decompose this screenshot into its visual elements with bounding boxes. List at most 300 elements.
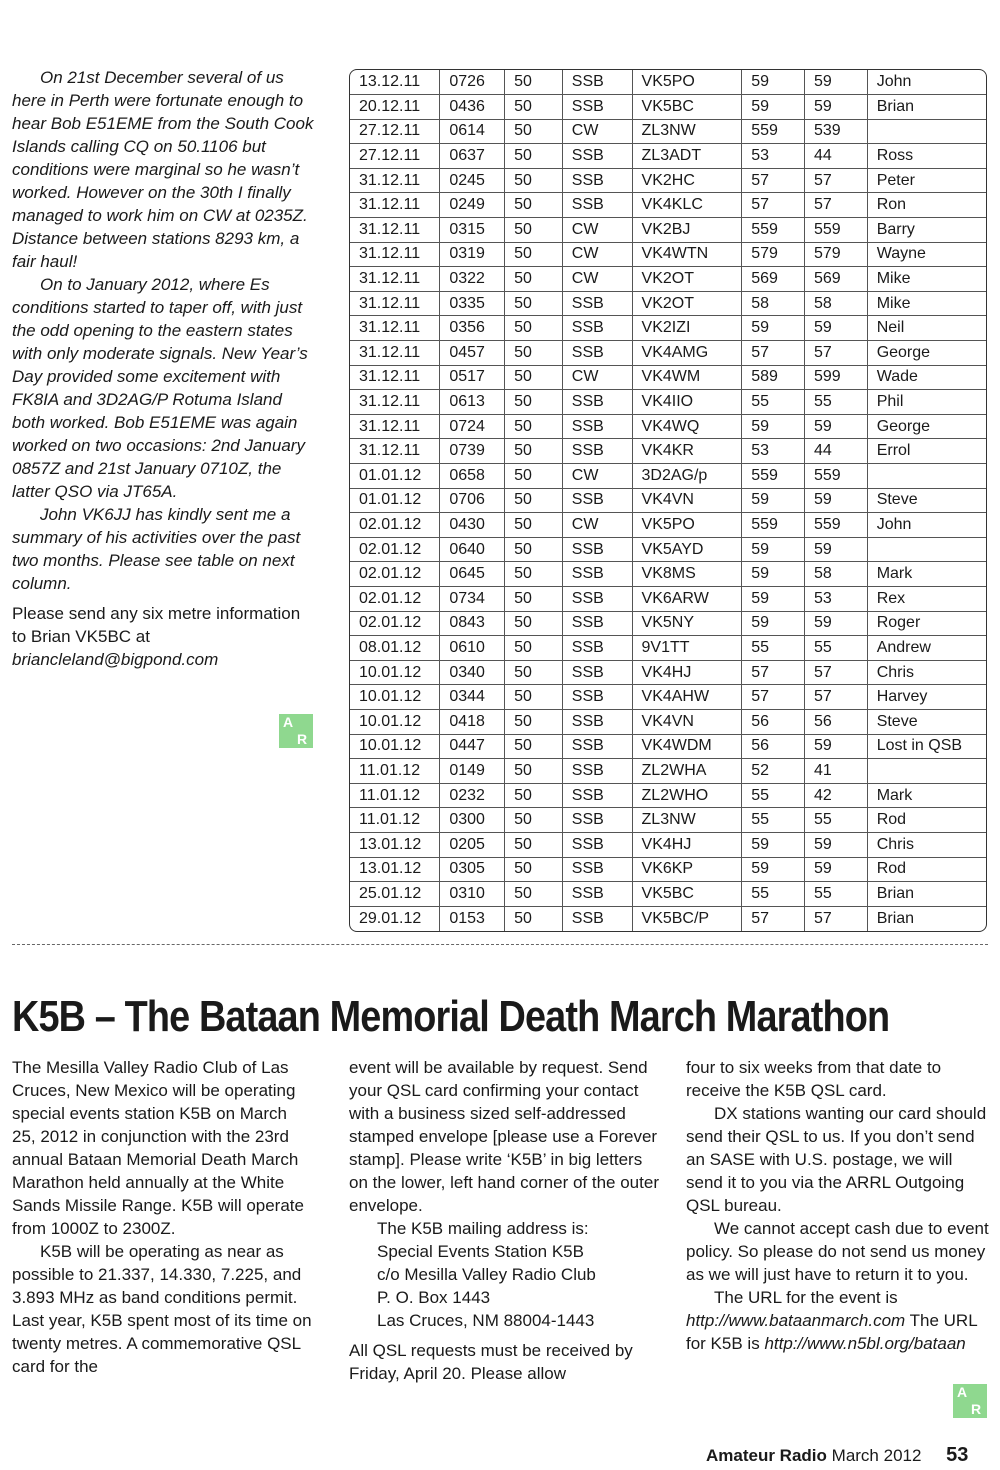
table-cell: VK4KR (632, 439, 742, 464)
table-cell: VK4WQ (632, 414, 742, 439)
table-cell: 0843 (440, 611, 505, 636)
table-cell: Brian (867, 882, 986, 907)
table-cell: 0706 (440, 488, 505, 513)
table-cell: 59 (742, 586, 805, 611)
table-cell: 569 (804, 267, 867, 292)
table-cell: SSB (562, 95, 632, 120)
table-row (350, 439, 986, 464)
table-cell: SSB (562, 611, 632, 636)
table-cell: 0610 (440, 636, 505, 661)
table-cell: 0340 (440, 660, 505, 685)
table-cell: VK4HJ (632, 660, 742, 685)
table-row (350, 218, 986, 243)
table-cell: 59 (804, 537, 867, 562)
paragraph: On to January 2012, where Es conditions started to taper off, with just the odd opening to the eastern states with only moderate signals. New Year’s Day provided some excitement with FK8IA and 3D2AG/P Rotuma Island both worked. Bob E51EME was again worked on two occasions: 2nd January 0857Z and 21st January 0710Z, the latter QSO via JT65A. (12, 275, 308, 501)
paragraph: All QSL requests must be received by Friday, April 20. Please allow (349, 1341, 633, 1383)
table-cell: 0658 (440, 464, 505, 489)
table-cell: 50 (505, 832, 563, 857)
table-cell: 13.01.12 (350, 857, 440, 882)
table-cell: VK2BJ (632, 218, 742, 243)
table-cell: VK5AYD (632, 537, 742, 562)
table-cell: 50 (505, 857, 563, 882)
table-cell: VK2OT (632, 291, 742, 316)
table-row (350, 832, 986, 857)
contact-text: Please send any six metre information to Brian VK5BC at (12, 604, 301, 646)
table-cell: 11.01.12 (350, 759, 440, 784)
table-cell: 55 (804, 636, 867, 661)
table-cell: 0734 (440, 586, 505, 611)
table-cell: SSB (562, 906, 632, 931)
table-row (350, 709, 986, 734)
table-row (350, 857, 986, 882)
table-row (350, 636, 986, 661)
table-cell: 50 (505, 636, 563, 661)
table-cell: 53 (742, 439, 805, 464)
table-cell: 50 (505, 291, 563, 316)
table-cell: 50 (505, 365, 563, 390)
table-cell: SSB (562, 660, 632, 685)
table-cell: 50 (505, 439, 563, 464)
table-cell: 59 (804, 414, 867, 439)
table-cell: 31.12.11 (350, 193, 440, 218)
table-cell: Steve (867, 488, 986, 513)
table-cell: SSB (562, 759, 632, 784)
table-row (350, 562, 986, 587)
table-cell: VK2IZI (632, 316, 742, 341)
table-cell: 0245 (440, 168, 505, 193)
table-cell: 9V1TT (632, 636, 742, 661)
table-cell: 02.01.12 (350, 513, 440, 538)
email-link[interactable]: briancleland@bigpond.com (12, 650, 219, 669)
table-cell: 0645 (440, 562, 505, 587)
table-cell: 58 (804, 291, 867, 316)
table-cell: CW (562, 242, 632, 267)
table-cell: 50 (505, 808, 563, 833)
table-cell: 559 (804, 513, 867, 538)
table-cell: 56 (804, 709, 867, 734)
table-cell: John (867, 70, 986, 95)
table-cell: 0153 (440, 906, 505, 931)
table-row (350, 734, 986, 759)
table-cell: SSB (562, 709, 632, 734)
table-cell: 58 (804, 562, 867, 587)
table-cell: 0726 (440, 70, 505, 95)
table-cell: 59 (742, 857, 805, 882)
table-row (350, 70, 986, 95)
table-cell: 57 (804, 685, 867, 710)
table-cell: 25.01.12 (350, 882, 440, 907)
table-cell: SSB (562, 537, 632, 562)
table-cell: 0614 (440, 119, 505, 144)
table-cell: 50 (505, 267, 563, 292)
table-row (350, 759, 986, 784)
table-cell: Peter (867, 168, 986, 193)
table-cell: 50 (505, 906, 563, 931)
table-cell (867, 537, 986, 562)
table-cell: Ron (867, 193, 986, 218)
table-cell: Harvey (867, 685, 986, 710)
logo-letter-a: A (957, 1384, 968, 1400)
table-cell: VK2HC (632, 168, 742, 193)
table-cell: 50 (505, 513, 563, 538)
table-cell: George (867, 414, 986, 439)
table-cell: 11.01.12 (350, 783, 440, 808)
table-cell: 31.12.11 (350, 390, 440, 415)
table-cell: ZL2WHO (632, 783, 742, 808)
ar-logo-icon (953, 1384, 987, 1418)
table-row (350, 611, 986, 636)
table-cell: 50 (505, 144, 563, 169)
table-cell: 0430 (440, 513, 505, 538)
table-cell: Mike (867, 291, 986, 316)
table-row (350, 267, 986, 292)
table-cell: 50 (505, 70, 563, 95)
table-row (350, 341, 986, 366)
table-cell: 55 (804, 882, 867, 907)
table-row (350, 95, 986, 120)
paragraph: event will be available by request. Send your QSL card confirming your contact with a business sized self-addressed stamped envelope [please use a Forever stamp]. Please write ‘K5B’ in big letters on the lower, left hand corner of the outer envelope. (349, 1058, 659, 1215)
table-cell: VK2OT (632, 267, 742, 292)
table-cell: 59 (742, 414, 805, 439)
table-cell: 58 (742, 291, 805, 316)
paragraph: four to six weeks from that date to receive the K5B QSL card. (686, 1058, 942, 1100)
table-cell: SSB (562, 390, 632, 415)
table-cell: SSB (562, 734, 632, 759)
table-row (350, 464, 986, 489)
table-cell (867, 759, 986, 784)
table-cell: 59 (804, 734, 867, 759)
table-cell: 579 (742, 242, 805, 267)
table-cell: John (867, 513, 986, 538)
table-cell: SSB (562, 783, 632, 808)
table-row (350, 168, 986, 193)
table-cell: CW (562, 218, 632, 243)
table-cell: 50 (505, 882, 563, 907)
table-cell: SSB (562, 636, 632, 661)
table-cell: 52 (742, 759, 805, 784)
magazine-name: Amateur Radio (706, 1446, 827, 1465)
table-cell: 559 (742, 464, 805, 489)
logo-letter-r: R (971, 1401, 982, 1417)
qso-log-table (349, 69, 987, 932)
table-cell: 20.12.11 (350, 95, 440, 120)
table-cell: 0319 (440, 242, 505, 267)
table-cell: George (867, 341, 986, 366)
table-cell: 10.01.12 (350, 734, 440, 759)
logo-letter-r: R (297, 731, 308, 747)
table-cell: Errol (867, 439, 986, 464)
table-cell: Mark (867, 783, 986, 808)
table-cell: SSB (562, 291, 632, 316)
table-cell: 3D2AG/p (632, 464, 742, 489)
table-cell: 59 (804, 70, 867, 95)
table-cell: 59 (742, 70, 805, 95)
paragraph: On 21st December several of us here in Perth were fortunate enough to hear Bob E51EME from the South Cook Islands calling CQ on 50.1106 but conditions were marginal so he wasn’t worked. However on the 30th I finally managed to work him on CW at 0235Z. Distance between stations 8293 km, a fair haul! (12, 68, 314, 271)
section-divider (12, 944, 988, 945)
table-cell: 0205 (440, 832, 505, 857)
table-cell: VK4HJ (632, 832, 742, 857)
table-cell: CW (562, 267, 632, 292)
table-cell: 31.12.11 (350, 365, 440, 390)
table-row (350, 537, 986, 562)
table-row (350, 119, 986, 144)
table-cell: 55 (742, 636, 805, 661)
table-cell: SSB (562, 488, 632, 513)
table-cell: 0310 (440, 882, 505, 907)
table-cell: 50 (505, 611, 563, 636)
address-line: Las Cruces, NM 88004-1443 (377, 1311, 595, 1330)
table-cell: 0149 (440, 759, 505, 784)
table-cell: VK5BC (632, 95, 742, 120)
table-cell: 57 (742, 193, 805, 218)
page-footer (706, 1444, 968, 1467)
table-row (350, 144, 986, 169)
table-cell: 31.12.11 (350, 439, 440, 464)
table-cell: 27.12.11 (350, 144, 440, 169)
table-cell: 08.01.12 (350, 636, 440, 661)
table-cell: 55 (804, 808, 867, 833)
table-cell: 31.12.11 (350, 218, 440, 243)
table-cell: 53 (742, 144, 805, 169)
table-cell: 59 (742, 562, 805, 587)
table-cell: 02.01.12 (350, 537, 440, 562)
url-text: The URL for the event is (714, 1288, 898, 1307)
table-cell: 559 (804, 464, 867, 489)
table-cell: SSB (562, 316, 632, 341)
url-text: The URL for K5B is (686, 1311, 978, 1353)
table-cell: 0335 (440, 291, 505, 316)
table-cell: 0447 (440, 734, 505, 759)
ar-logo-icon (279, 714, 313, 748)
table-cell: 50 (505, 734, 563, 759)
table-cell: 0249 (440, 193, 505, 218)
logo-letter-a: A (283, 714, 294, 730)
table-cell: Wade (867, 365, 986, 390)
table-cell: 01.01.12 (350, 464, 440, 489)
table-cell: Ross (867, 144, 986, 169)
table-cell: 50 (505, 390, 563, 415)
paragraph: K5B will be operating as near as possible to 21.337, 14.330, 7.225, and 3.893 MHz as band conditions permit. Last year, K5B spent most of its time on twenty metres. A commemorative QSL card for the (12, 1242, 312, 1376)
table-cell: 01.01.12 (350, 488, 440, 513)
table-row (350, 242, 986, 267)
k5b-url-link[interactable]: http://www.n5bl.org/bataan (764, 1334, 966, 1353)
table-cell: VK4AMG (632, 341, 742, 366)
paragraph: DX stations wanting our card should send their QSL to us. If you don’t send an SASE with U.S. postage, we will send it to you via the ARRL Outgoing QSL bureau. (686, 1104, 987, 1215)
table-cell: 44 (804, 439, 867, 464)
table-cell: 50 (505, 414, 563, 439)
table-cell: 0637 (440, 144, 505, 169)
table-cell: SSB (562, 685, 632, 710)
article-column-2 (349, 1056, 659, 1385)
table-cell: 57 (804, 168, 867, 193)
table-cell: 55 (742, 783, 805, 808)
table-cell: CW (562, 464, 632, 489)
table-cell: 59 (804, 95, 867, 120)
table-cell: 0232 (440, 783, 505, 808)
table-cell: 57 (804, 660, 867, 685)
table-cell: 02.01.12 (350, 562, 440, 587)
table-cell: 50 (505, 119, 563, 144)
table-cell: 31.12.11 (350, 316, 440, 341)
table-cell: Wayne (867, 242, 986, 267)
address-intro: The K5B mailing address is: (377, 1219, 589, 1238)
table-cell: 31.12.11 (350, 291, 440, 316)
table-cell: 0613 (440, 390, 505, 415)
table-cell: 29.01.12 (350, 906, 440, 931)
table-cell: SSB (562, 193, 632, 218)
table-cell: 13.12.11 (350, 70, 440, 95)
table-cell: 53 (804, 586, 867, 611)
table-cell: Rex (867, 586, 986, 611)
table-cell: 44 (804, 144, 867, 169)
table-cell: 559 (742, 513, 805, 538)
table-cell: VK6KP (632, 857, 742, 882)
table-cell: 50 (505, 242, 563, 267)
table-cell: VK5BC/P (632, 906, 742, 931)
table-row (350, 685, 986, 710)
table-cell: 57 (742, 168, 805, 193)
table-cell: CW (562, 513, 632, 538)
table-cell: 57 (742, 660, 805, 685)
table-cell: CW (562, 119, 632, 144)
table-row (350, 882, 986, 907)
table-cell: 02.01.12 (350, 611, 440, 636)
table-cell: SSB (562, 70, 632, 95)
article-title: K5B – The Bataan Memorial Death March Marathon (12, 992, 890, 1041)
paragraph (12, 602, 317, 671)
issue-date: March 2012 (831, 1446, 922, 1465)
table-cell: SSB (562, 586, 632, 611)
table-cell: SSB (562, 439, 632, 464)
table-cell: SSB (562, 414, 632, 439)
table-cell: 31.12.11 (350, 168, 440, 193)
table-cell: 50 (505, 660, 563, 685)
table-cell: 0418 (440, 709, 505, 734)
address-line: Special Events Station K5B (377, 1242, 584, 1261)
table-cell: 59 (742, 316, 805, 341)
table-row (350, 783, 986, 808)
table-cell: 559 (742, 119, 805, 144)
table-cell: 0300 (440, 808, 505, 833)
table-cell: 55 (742, 808, 805, 833)
table-cell: 02.01.12 (350, 586, 440, 611)
table-cell: 589 (742, 365, 805, 390)
table-cell: 55 (742, 882, 805, 907)
table-cell: 50 (505, 537, 563, 562)
table-cell: 0724 (440, 414, 505, 439)
table-cell: 0457 (440, 341, 505, 366)
table-cell: VK4WM (632, 365, 742, 390)
table-cell: 0322 (440, 267, 505, 292)
table-cell: SSB (562, 832, 632, 857)
table-cell: 56 (742, 734, 805, 759)
table-cell: 59 (804, 832, 867, 857)
table-cell: 50 (505, 341, 563, 366)
table-cell: Brian (867, 95, 986, 120)
table-cell: VK4WDM (632, 734, 742, 759)
table-row (350, 390, 986, 415)
table-cell: Chris (867, 660, 986, 685)
table-cell: SSB (562, 144, 632, 169)
table-cell: 50 (505, 95, 563, 120)
table-row (350, 586, 986, 611)
table-cell: 50 (505, 218, 563, 243)
table-cell: ZL2WHA (632, 759, 742, 784)
table-cell: 55 (742, 390, 805, 415)
table-cell: Steve (867, 709, 986, 734)
table-cell: 59 (804, 488, 867, 513)
table-cell: 42 (804, 783, 867, 808)
table-cell: 559 (742, 218, 805, 243)
table-cell: SSB (562, 808, 632, 833)
table-cell: ZL3NW (632, 119, 742, 144)
table-cell: 13.01.12 (350, 832, 440, 857)
table-cell (867, 119, 986, 144)
table-cell: 50 (505, 586, 563, 611)
table-row (350, 193, 986, 218)
table-cell: 57 (804, 341, 867, 366)
table-cell: Brian (876, 909, 915, 927)
table-cell: 56 (742, 709, 805, 734)
table-cell: 10.01.12 (350, 685, 440, 710)
table-cell: VK4IIO (632, 390, 742, 415)
table-cell: VK4AHW (632, 685, 742, 710)
table-row (350, 316, 986, 341)
table-cell: 57 (742, 685, 805, 710)
table-cell: 539 (804, 119, 867, 144)
paragraph: The Mesilla Valley Radio Club of Las Cruces, New Mexico will be operating special events station K5B on March 25, 2012 in conjunction with the 23rd annual Bataan Memorial Death March Marathon held annually at the White Sands Missile Range. K5B will operate from 1000Z to 2300Z. (12, 1058, 304, 1238)
table-cell: 41 (804, 759, 867, 784)
table-cell: CW (562, 365, 632, 390)
table-cell (867, 464, 986, 489)
table-cell: 579 (804, 242, 867, 267)
table-cell: VK5PO (632, 70, 742, 95)
table-cell: 10.01.12 (350, 709, 440, 734)
table-cell: Lost in QSB (867, 734, 986, 759)
table-cell: 0344 (440, 685, 505, 710)
table-cell: 559 (804, 218, 867, 243)
table-cell: 57 (804, 906, 867, 931)
table-cell: 31.12.11 (350, 341, 440, 366)
table-cell: VK4KLC (632, 193, 742, 218)
table-cell: Mike (867, 267, 986, 292)
table-cell: 50 (505, 488, 563, 513)
table-cell: Andrew (867, 636, 986, 661)
table-cell: SSB (562, 341, 632, 366)
article-column-1 (12, 1056, 312, 1378)
table-cell: 599 (804, 365, 867, 390)
table-cell: Rod (867, 857, 986, 882)
table-cell: 0305 (440, 857, 505, 882)
table-cell: VK4WTN (632, 242, 742, 267)
table-cell: 57 (804, 193, 867, 218)
table-cell: 50 (505, 316, 563, 341)
table-cell: ZL3NW (632, 808, 742, 833)
table-cell: 59 (742, 488, 805, 513)
table-cell: VK6ARW (632, 586, 742, 611)
table-row (350, 414, 986, 439)
table-cell: Rod (867, 808, 986, 833)
table-row (350, 488, 986, 513)
table-cell: 50 (505, 709, 563, 734)
table-cell: Barry (867, 218, 986, 243)
table-cell: 55 (804, 390, 867, 415)
table-cell: 0517 (440, 365, 505, 390)
event-url-link[interactable]: http://www.bataanmarch.com (686, 1311, 906, 1330)
table-cell: SSB (562, 882, 632, 907)
table-cell: Mark (867, 562, 986, 587)
paragraph (686, 1286, 991, 1355)
